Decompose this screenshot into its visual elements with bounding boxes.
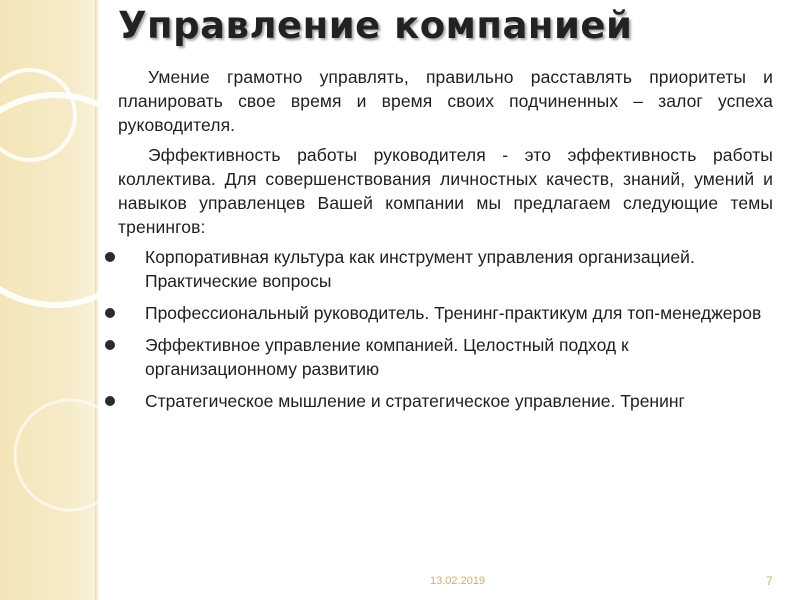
- slide-title: Управление компанией: [118, 4, 633, 47]
- bullet-icon: [105, 308, 115, 318]
- training-topics-list: [105, 245, 773, 413]
- list-item: [105, 245, 773, 293]
- list-item-text: Профессиональный руководитель. Тренинг-практикум для топ-менеджеров: [145, 303, 762, 323]
- list-item-text: Корпоративная культура как инструмент управления организацией. Практические вопросы: [145, 247, 695, 291]
- bullet-icon: [105, 340, 115, 350]
- list-item-text: Стратегическое мышление и стратегическое управление. Тренинг: [145, 391, 685, 411]
- bullet-icon: [105, 396, 115, 406]
- list-item-text: Эффективное управление компанией. Целостный подход к организационному развитию: [145, 335, 629, 379]
- offer-paragraph: Эффективность работы руководителя - это эффективность работы коллектива. Для совершенствования личностных качеств, знаний, умений и навыков управленцев Вашей компании мы предлагаем следующие темы тренингов:: [118, 145, 773, 237]
- list-item: [105, 389, 773, 413]
- intro-paragraph: Умение грамотно управлять, правильно расставлять приоритеты и планировать свое время и время своих подчиненных – залог успеха руководителя.: [118, 67, 773, 135]
- slide-content: [118, 65, 773, 421]
- list-item: [105, 301, 773, 325]
- list-item: [105, 333, 773, 381]
- footer-date: 13.02.2019: [430, 575, 486, 587]
- bullet-icon: [105, 252, 115, 262]
- decorative-ring-lower: [15, 400, 125, 510]
- page-number: 7: [766, 574, 773, 588]
- decorative-ring-small: [0, 70, 75, 160]
